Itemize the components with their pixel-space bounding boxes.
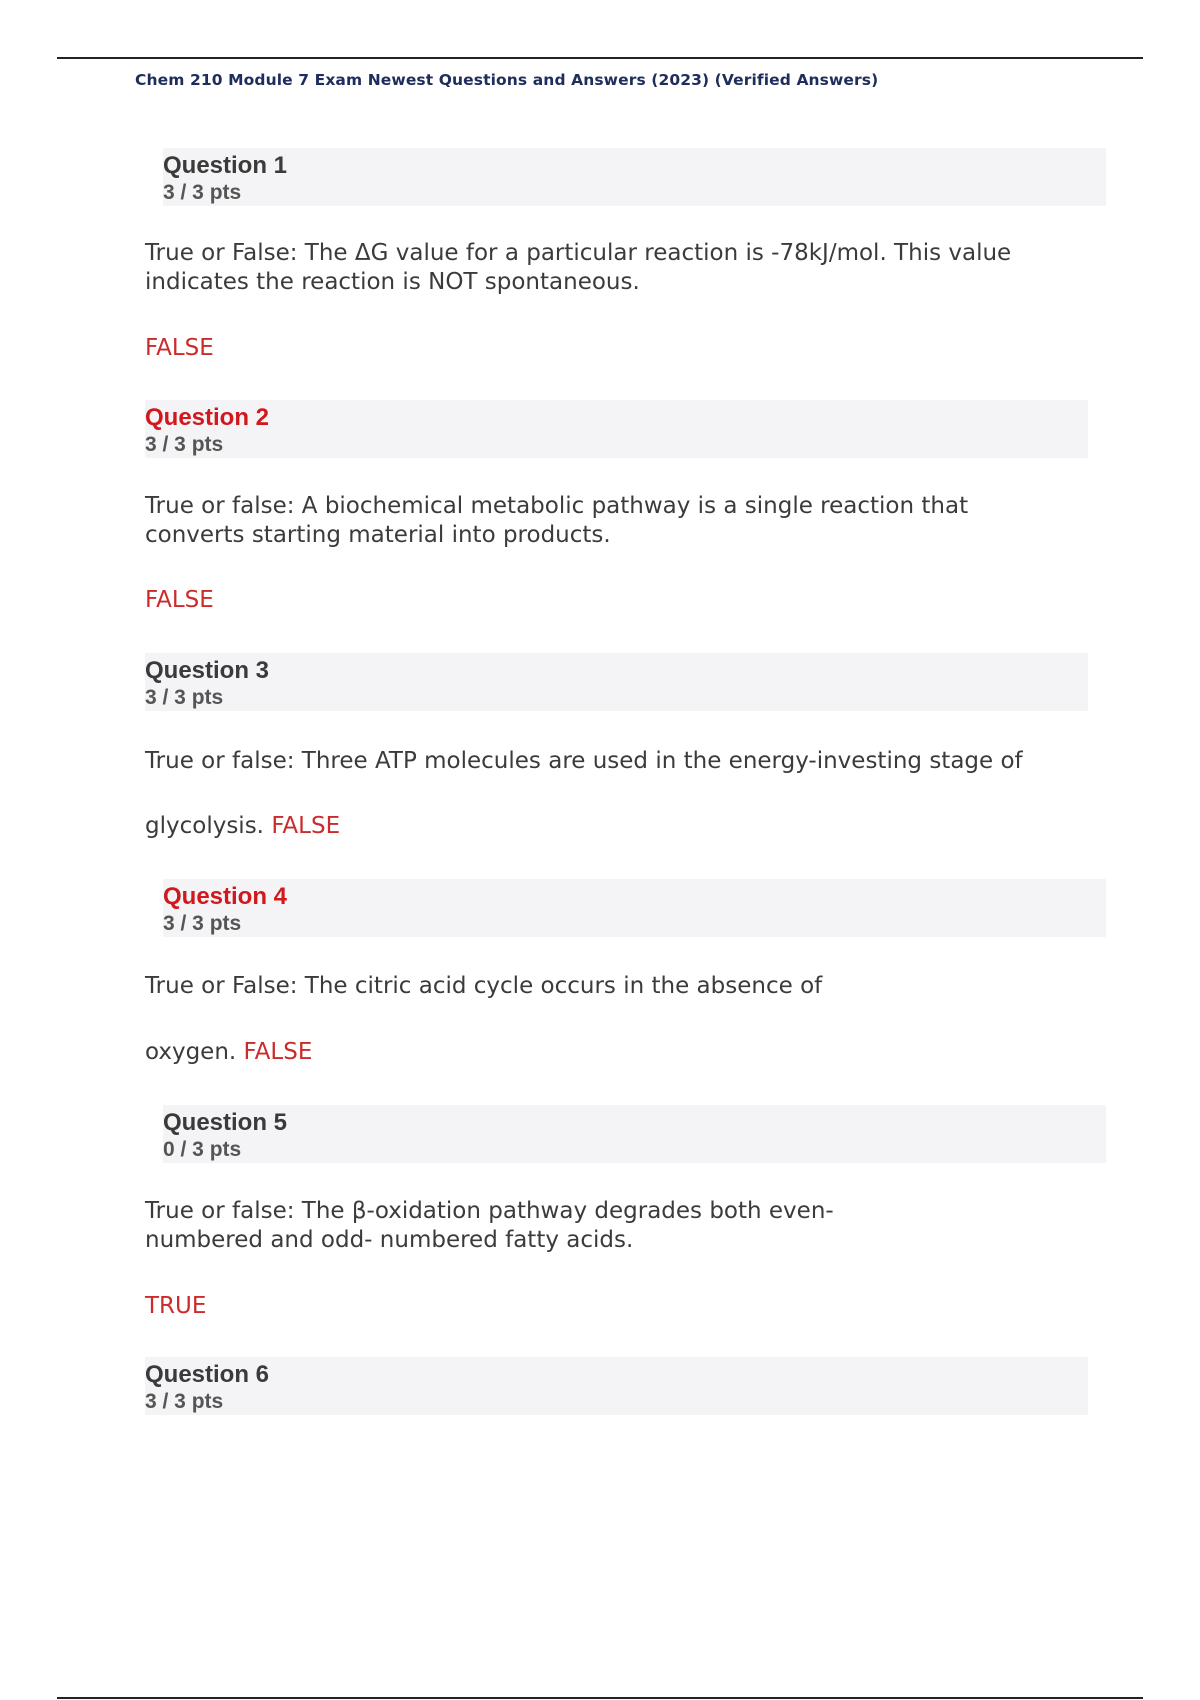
- question-text: [145, 1197, 834, 1255]
- question-2-header: [145, 400, 1088, 458]
- answer: FALSE: [145, 335, 214, 361]
- question-text: [145, 239, 1011, 297]
- question-6-header: [145, 1357, 1088, 1415]
- question-points: 0 / 3 pts: [163, 1138, 242, 1161]
- bottom-rule: [57, 1697, 1143, 1699]
- question-text-line: True or False: The ΔG value for a particular reaction is -78kJ/mol. This value: [145, 240, 1012, 266]
- question-points: 3 / 3 pts: [145, 686, 224, 709]
- question-text-line: True or false: The β-oxidation pathway degrades both even-: [145, 1198, 834, 1224]
- question-5-header: [163, 1105, 1106, 1163]
- question-text-line: converts starting material into products.: [145, 522, 611, 548]
- question-title: Question 5: [163, 1109, 288, 1136]
- question-title: Question 2: [145, 404, 270, 431]
- question-4-header: [163, 879, 1106, 937]
- question-title: Question 3: [145, 657, 270, 684]
- question-points: 3 / 3 pts: [163, 912, 242, 935]
- question-text: [145, 1038, 312, 1067]
- question-points: 3 / 3 pts: [163, 181, 242, 204]
- question-text-line: True or false: Three ATP molecules are used in the energy-investing stage of: [145, 748, 1023, 774]
- question-text-line: numbered and odd- numbered fatty acids.: [145, 1227, 634, 1253]
- answer: FALSE: [243, 1039, 313, 1065]
- question-text: [145, 812, 340, 841]
- document-title: Chem 210 Module 7 Exam Newest Questions and Answers (2023) (Verified Answers): [135, 71, 879, 89]
- question-text-line: oxygen.: [145, 1039, 237, 1065]
- question-title: Question 6: [145, 1361, 270, 1388]
- top-rule: [57, 57, 1143, 59]
- answer: FALSE: [145, 587, 214, 613]
- question-text-line: True or False: The citric acid cycle occurs in the absence of: [145, 973, 823, 999]
- question-1-header: [163, 148, 1106, 206]
- question-text: [145, 492, 968, 550]
- question-text-line: indicates the reaction is NOT spontaneous.: [145, 269, 640, 295]
- question-3-header: [145, 653, 1088, 711]
- question-title: Question 4: [163, 883, 288, 910]
- answer: TRUE: [145, 1293, 207, 1319]
- question-title: Question 1: [163, 152, 288, 179]
- question-points: 3 / 3 pts: [145, 433, 224, 456]
- question-text-line: True or false: A biochemical metabolic pathway is a single reaction that: [145, 493, 969, 519]
- question-points: 3 / 3 pts: [145, 1390, 224, 1413]
- answer: FALSE: [271, 813, 341, 839]
- question-text-line: glycolysis.: [145, 813, 264, 839]
